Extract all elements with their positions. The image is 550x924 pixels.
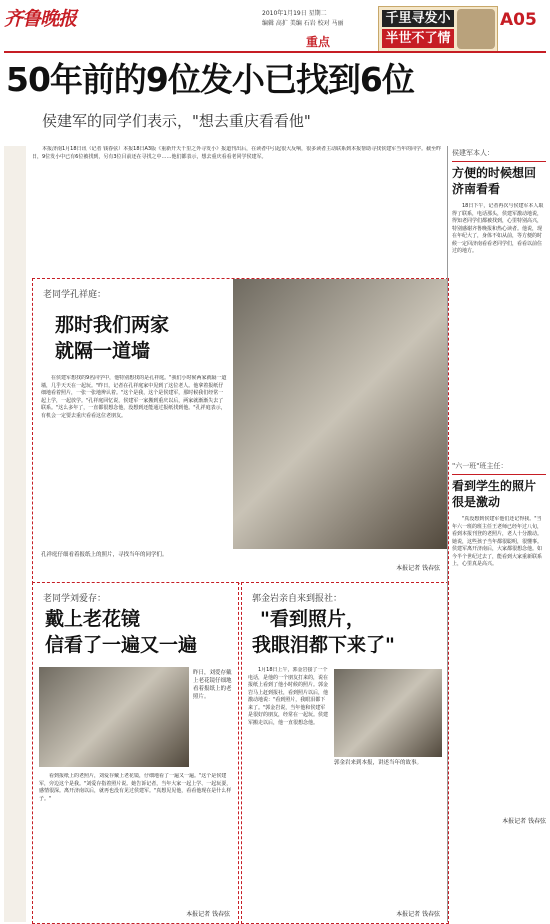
promo-banner <box>378 6 498 52</box>
box3-caption: 郭金岩来到本报，讲述当年的故事。 <box>334 760 423 766</box>
sidebar-title1: 方便的时候想回济南看看 <box>452 166 537 196</box>
header-rule <box>4 51 546 53</box>
sidebar-kicker1: 侯建军本人： <box>452 149 494 157</box>
box1-byline: 本报记者 钱春弦 <box>396 565 440 572</box>
box1-title-line2: 就隔一道墙 <box>55 340 151 362</box>
section-label: 重点 <box>306 35 331 49</box>
sidebar-body1 <box>452 203 546 453</box>
promo-portrait <box>457 9 495 49</box>
box2-photo <box>39 667 189 767</box>
box2-body <box>39 773 233 905</box>
lead-text: 本报济南1月18日讯（记者 钱春弦）本报18日A3版《重新开天千里之外寻发小》报道刊出后，在读者中引起很大反响，很多读者主动联系到本报帮助寻找侯建军当年的同学。截至昨日，9位发小中已有6位被找到，另有3位目前还在寻找之中……他们都表示，想去重庆看看老同学侯建军。 <box>32 146 442 160</box>
story-kong-xiangting <box>32 278 449 584</box>
box1-body-text: 在侯建军想找的9名同学中，他特别想找的是孔祥庭。"我们小时候两家就隔一道墙，几乎天天在一起玩。"昨日，记者在孔祥庭家中见到了这位老人。他拿着报纸仔细地看着照片，一张一张地辨认着。"这个是我，这个是侯建军，那时候我们经常一起上学，一起放学。"孔祥庭回忆说，侯建军一家搬到重庆以后，两家就渐渐失去了联系。"这么多年了，一直都很想念他，没想到还能通过报纸找到他。"孔祥庭表示，有机会一定要去重庆看看这位老朋友。 <box>41 375 227 419</box>
promo-line1: 千里寻发小 <box>382 10 454 27</box>
promo-line2: 半世不了情 <box>382 29 454 48</box>
box2-title-line1: 戴上老花镜 <box>45 608 141 630</box>
box3-kicker: 郭金岩亲自来到报社： <box>252 594 343 604</box>
sidebar-rule2 <box>452 474 546 475</box>
box1-photo <box>233 279 447 549</box>
story-liu-aicun <box>32 582 239 924</box>
left-margin-strip <box>4 146 26 922</box>
sidebar-body1-text: 18日下午，记者再次与侯建军本人取得了联系，电话那头，侯建军激动地说，得知老同学们都被找到，心里特别高兴，特别感谢齐鲁晚报和热心读者。他说，现在年纪大了，身体不如从前，等方便的时候一定回济南看看老同学们，看看以前住过的地方。 <box>452 203 544 254</box>
story-guo-jinyan <box>241 582 449 924</box>
sidebar <box>452 148 546 922</box>
sidebar-body2 <box>452 516 546 816</box>
box1-kicker: 老同学孔祥庭： <box>43 290 107 300</box>
box1-title-line1: 那时我们两家 <box>55 314 170 336</box>
box1-caption: 孔祥庭仔细看着报纸上的照片，寻找当年的同学们。 <box>41 552 168 558</box>
sidebar-body2-text: "真没想到侯建军他们还记得我。"当年六一班的班主任王老师已经年过八旬，看到本报刊登的老照片，老人十分激动。她说，这些孩子当年都很聪明，很懂事。侯建军离开济南后，大家都很想念他。如今半个世纪过去了，能看到大家重新联系上，心里真是高兴。 <box>452 516 543 567</box>
box1-body <box>41 375 227 549</box>
sidebar-byline: 本报记者 钱春弦 <box>502 818 546 825</box>
box3-title-line2: 我眼泪都下来了" <box>252 634 395 656</box>
box3-byline: 本报记者 钱春弦 <box>396 911 440 918</box>
box3-photo <box>334 669 442 757</box>
box2-body-text: 看到报纸上的老照片，刘爱存戴上老花镜，仔细地看了一遍又一遍。"这个是侯建军，旁边这个是我。"刘爱存指着照片说。她告诉记者，当年大家一起上学、一起玩耍，感情很深。离开济南以后，就再也没有见过侯建军。"真想见见他，看看他现在是什么样子。" <box>39 773 232 802</box>
sidebar-kicker2: "六一班"班主任： <box>452 462 508 470</box>
box3-body <box>248 667 330 907</box>
subheadline: 侯建军的同学们表示，"想去重庆看看他" <box>42 112 311 130</box>
sidebar-title2: 看到学生的照片很是激动 <box>452 479 537 509</box>
box2-title-line2: 信看了一遍又一遍 <box>45 634 198 656</box>
lead-article <box>32 146 442 272</box>
box2-side-caption: 昨日，刘爱存戴上老花镜仔细地看着报纸上的老照片。 <box>193 670 232 700</box>
box2-kicker: 老同学刘爱存： <box>43 594 107 604</box>
sidebar-rule1 <box>452 161 546 162</box>
page-number: A05 <box>500 10 537 30</box>
sidebar-divider <box>447 146 448 922</box>
masthead-logo: 齐鲁晚报 <box>4 8 77 30</box>
staff-line: 编辑 高扩 美编 石岩 校对 马丽 <box>262 20 344 27</box>
box3-body-text: 1月18日上午，郭金岩接了一个电话，是他的一个朋友打来的，说在报纸上看到了他小时候的照片。郭金岩马上赶到报社，看到照片以后，他激动地说："看到照片，我眼泪都下来了。"郭金岩说，当年他和侯建军是很好的朋友，经常在一起玩。侯建军搬走以后，他一直很想念他。 <box>248 667 329 726</box>
main-headline: 50年前的9位发小已找到6位 <box>6 60 414 99</box>
box2-byline: 本报记者 钱春弦 <box>186 911 230 918</box>
box3-title-line1: "看到照片， <box>260 608 365 630</box>
dateline: 2010年1月19日 星期二 <box>262 10 327 17</box>
